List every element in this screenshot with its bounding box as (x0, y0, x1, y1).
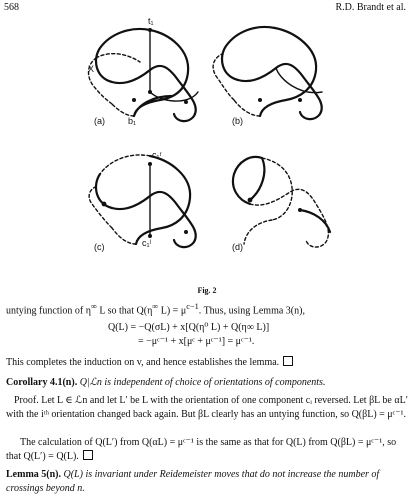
corollary-label: Corollary 4.1(n). (6, 377, 78, 388)
panel-label-b: (b) (232, 116, 243, 126)
mark-crossing-x: X (88, 64, 95, 74)
qed-box-2 (83, 450, 93, 460)
paragraph-untying: untying function of η∞ L so that Q(η∞ $L) = \mu^{c-1}$. Thus, using Lemma 3(n), (6, 302, 305, 317)
lemma-5 (6, 468, 408, 495)
page-number: 568 (4, 2, 19, 13)
proof-2-text: The calculation of Q(L′) from Q(αL) = μᶜ⁻¹ is the same as that for Q(L) from Q(βL) = μᶜ⁻¹, so that Q(L′) = Q(L). (6, 437, 397, 462)
panel-label-d: (d) (232, 242, 243, 252)
knot-panel-d (233, 157, 330, 247)
p1-part-b: L so that Q(η (96, 305, 153, 317)
induction-text: This completes the induction on v, and hence establishes the lemma. (6, 357, 280, 368)
p1-part-d: . Thus, using Lemma 3(n), (198, 305, 305, 317)
qed-box (283, 356, 293, 366)
lemma-label: Lemma 5(n). (6, 469, 61, 480)
corollary-statement: Q|ℒn is independent of choice of orientations of components. (77, 377, 326, 388)
mark-b1: b₁ (128, 116, 137, 126)
proof-paragraph: Proof. Let L ∈ ℒn and let L′ be L with the orientation of one component cᵢ reversed. Let βL be αL′ with the iᵗʰ orientation changed back again. But βL clearly has an untying function, so Q(βL) = μᶜ⁻¹. (6, 395, 408, 420)
knot-panel-c (89, 155, 196, 247)
running-header-author: R.D. Brandt et al. (335, 2, 406, 13)
equation-line-1: Q(L) = −Q(σL) + x[Q(η⁰ L) + Q(η∞ L)] (108, 322, 270, 333)
lemma-statement: Q(L) is invariant under Reidemeister moves that do not increase the number of crossings beyond n. (6, 469, 380, 494)
figure-caption: Fig. 2 (197, 286, 217, 295)
paragraph-induction (6, 356, 408, 370)
mark-t1: t₁ (148, 16, 154, 26)
p1-part-c: L) = μ (158, 305, 187, 317)
knot-panel-a (89, 28, 198, 121)
panel-label-c: (c) (94, 242, 105, 252)
panel-label-a: (a) (94, 116, 105, 126)
knot-panel-b (213, 27, 322, 119)
proof-paragraph-2 (6, 436, 408, 463)
mark-c1-r: c₁ʳ (152, 150, 162, 160)
p1-part-a: untying function of η (6, 305, 91, 317)
corollary-4-1 (6, 376, 408, 390)
equation-line-2: = −μᶜ⁻¹ + x[μᶜ + μᶜ⁻¹] = μᶜ⁻¹. (138, 336, 255, 347)
mark-c1-l: c₁ˡ (142, 238, 151, 248)
